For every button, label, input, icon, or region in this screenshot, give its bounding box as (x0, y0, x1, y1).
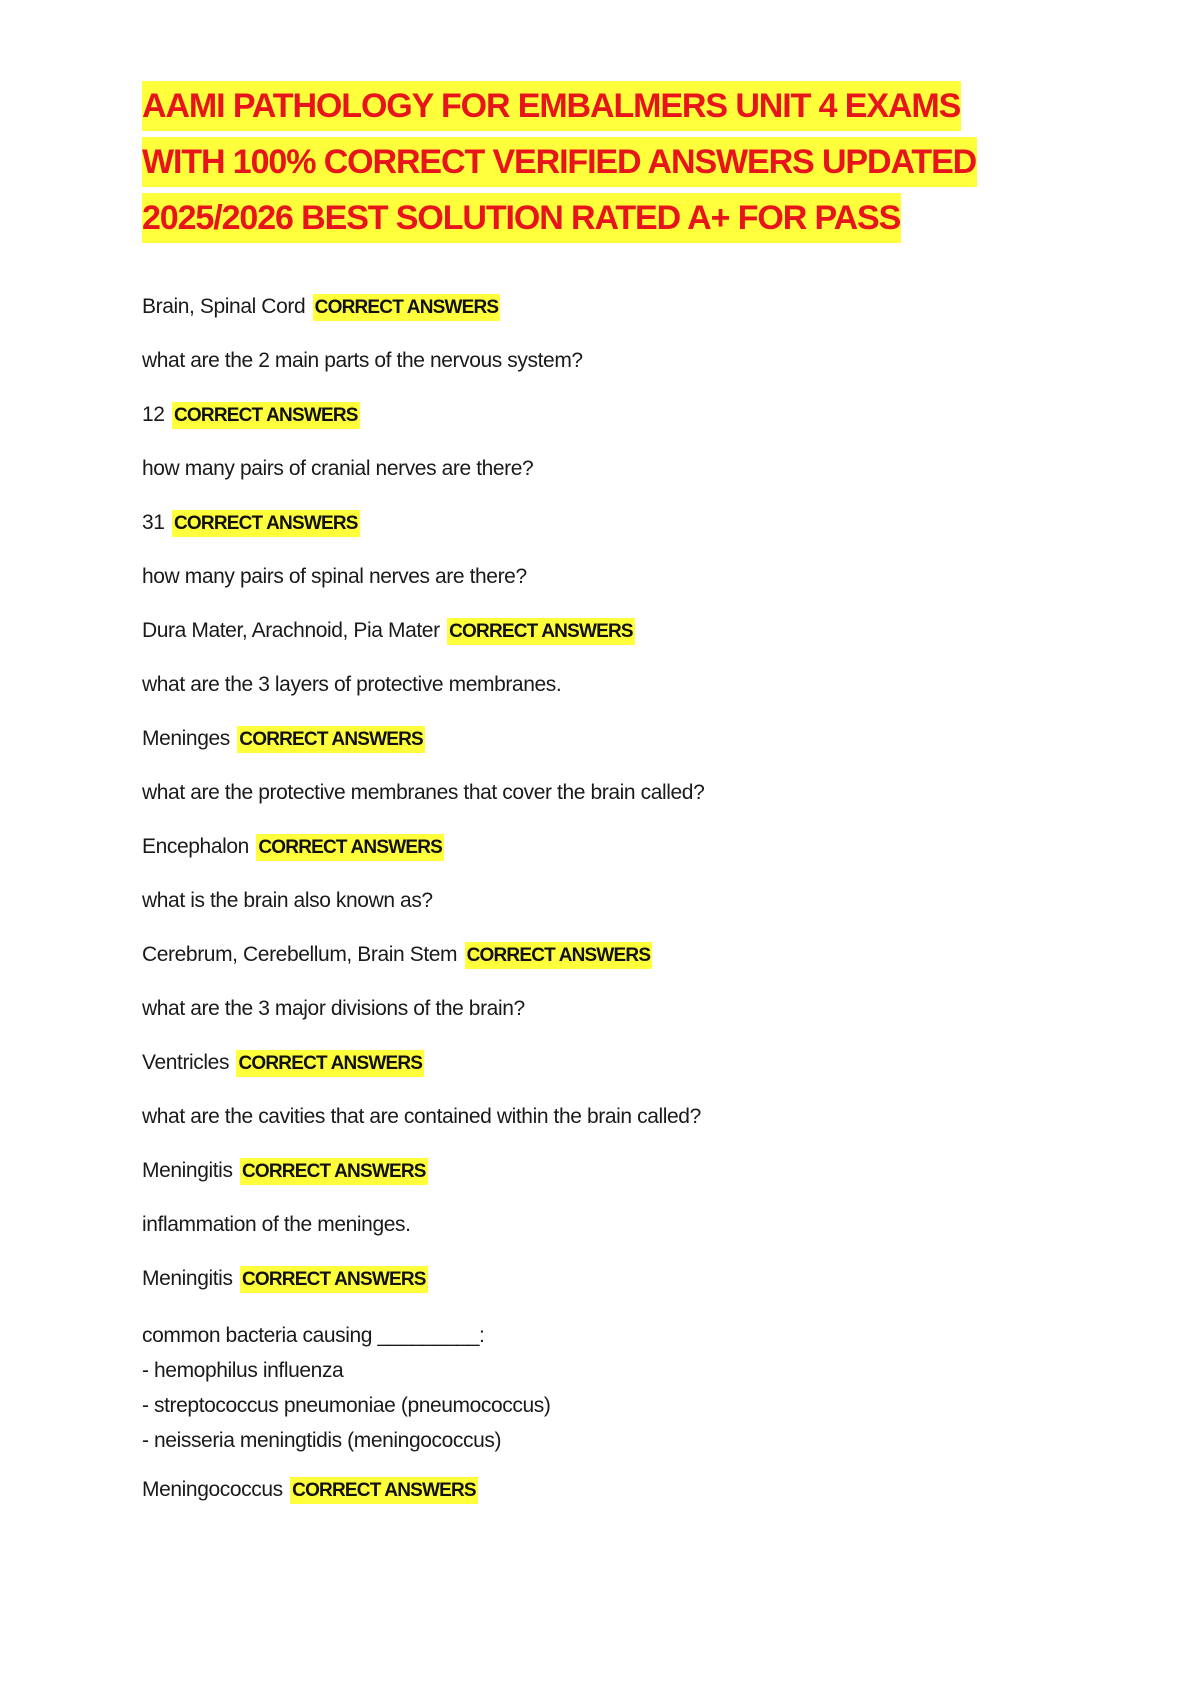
answer-line (142, 1264, 1042, 1294)
document-title (142, 78, 1022, 246)
bacteria-item: - streptococcus pneumoniae (pneumococcus) (142, 1394, 551, 1417)
answer-text: Dura Mater, Arachnoid, Pia Mater (142, 619, 440, 642)
title-line: WITH 100% CORRECT VERIFIED ANSWERS UPDATED (142, 134, 1022, 190)
correct-answers-tag: CORRECT ANSWERS (237, 726, 425, 753)
answer-text: Cerebrum, Cerebellum, Brain Stem (142, 943, 458, 966)
correct-answers-tag: CORRECT ANSWERS (172, 402, 360, 429)
correct-answers-tag: CORRECT ANSWERS (256, 834, 444, 861)
answer-text: Meninges (142, 727, 230, 750)
title-line: 2025/2026 BEST SOLUTION RATED A+ FOR PASS (142, 190, 1022, 246)
answer-text: Meningitis (142, 1159, 233, 1182)
answer-line (142, 616, 1042, 646)
correct-answers-tag: CORRECT ANSWERS (172, 510, 360, 537)
question-line: how many pairs of cranial nerves are there? (142, 457, 534, 480)
answer-text: Ventricles (142, 1051, 230, 1074)
bacteria-list (142, 1318, 1042, 1458)
answer-line (142, 1475, 1042, 1505)
answer-line (142, 940, 1042, 970)
answer-text: 31 (142, 511, 165, 534)
bacteria-item: - hemophilus influenza (142, 1359, 344, 1382)
correct-answers-tag: CORRECT ANSWERS (240, 1158, 428, 1185)
question-line: how many pairs of spinal nerves are there? (142, 565, 527, 588)
correct-answers-tag: CORRECT ANSWERS (236, 1050, 424, 1077)
question-line: what are the protective membranes that cover the brain called? (142, 781, 705, 804)
answer-line (142, 724, 1042, 754)
question-line: what are the cavities that are contained within the brain called? (142, 1105, 701, 1128)
bacteria-item: - neisseria meningtidis (meningococcus) (142, 1429, 502, 1452)
correct-answers-tag: CORRECT ANSWERS (240, 1266, 428, 1293)
question-line: what are the 2 main parts of the nervous system? (142, 349, 583, 372)
answer-line (142, 400, 1042, 430)
answer-text: Meningitis (142, 1267, 233, 1290)
question-line: what are the 3 layers of protective membranes. (142, 673, 562, 696)
bacteria-heading: common bacteria causing _________: (142, 1324, 485, 1347)
question-line: what are the 3 major divisions of the brain? (142, 997, 525, 1020)
answer-text: Brain, Spinal Cord (142, 295, 306, 318)
qa-list (142, 292, 1042, 1529)
correct-answers-tag: CORRECT ANSWERS (447, 618, 635, 645)
answer-line (142, 292, 1042, 322)
correct-answers-tag: CORRECT ANSWERS (313, 294, 501, 321)
answer-line (142, 1048, 1042, 1078)
question-line: what is the brain also known as? (142, 889, 433, 912)
title-line: AAMI PATHOLOGY FOR EMBALMERS UNIT 4 EXAMS (142, 78, 1022, 134)
answer-line (142, 832, 1042, 862)
answer-text: Meningococcus (142, 1478, 283, 1501)
answer-line (142, 1156, 1042, 1186)
question-line: inflammation of the meninges. (142, 1213, 411, 1236)
correct-answers-tag: CORRECT ANSWERS (465, 942, 653, 969)
answer-text: 12 (142, 403, 165, 426)
answer-text: Encephalon (142, 835, 249, 858)
correct-answers-tag: CORRECT ANSWERS (290, 1477, 478, 1504)
answer-line (142, 508, 1042, 538)
